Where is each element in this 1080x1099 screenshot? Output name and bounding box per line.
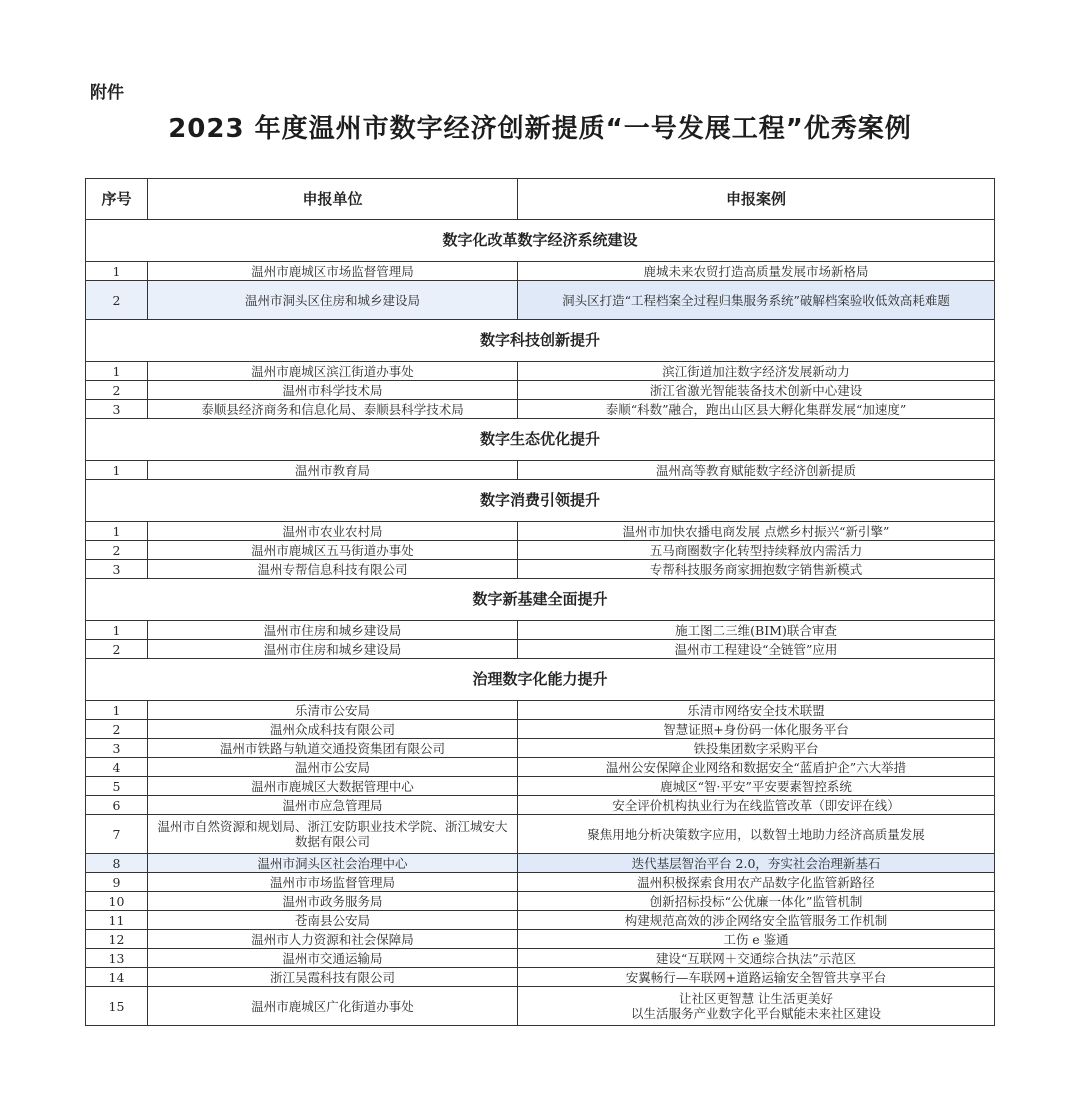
row-unit: 温州市鹿城区市场监督管理局	[148, 262, 518, 281]
table-row	[86, 381, 995, 400]
row-unit: 泰顺县经济商务和信息化局、泰顺县科学技术局	[148, 400, 518, 419]
table-row	[86, 461, 995, 480]
table-row	[86, 777, 995, 796]
table-row	[86, 262, 995, 281]
cases-table	[85, 178, 995, 1026]
row-case: 安翼畅行—车联网+道路运输安全智管共享平台	[518, 968, 995, 987]
table-row	[86, 400, 995, 419]
table-row	[86, 911, 995, 930]
row-case: 施工图二三维(BIM)联合审查	[518, 621, 995, 640]
row-case: 乐清市网络安全技术联盟	[518, 701, 995, 720]
column-header-case: 申报案例	[518, 179, 995, 220]
row-number: 1	[86, 262, 148, 281]
section-row	[86, 480, 995, 522]
table-row	[86, 640, 995, 659]
section-row	[86, 579, 995, 621]
row-case: 创新招标投标“公优廉一体化”监管机制	[518, 892, 995, 911]
table-row	[86, 758, 995, 777]
row-unit: 温州市科学技术局	[148, 381, 518, 400]
table-row	[86, 987, 995, 1026]
table-body	[86, 220, 995, 1026]
row-case: 铁投集团数字采购平台	[518, 739, 995, 758]
row-case: 浙江省激光智能装备技术创新中心建设	[518, 381, 995, 400]
section-title: 治理数字化能力提升	[86, 659, 995, 701]
row-case: 鹿城未来农贸打造高质量发展市场新格局	[518, 262, 995, 281]
row-number: 2	[86, 640, 148, 659]
table-row	[86, 930, 995, 949]
row-unit: 温州市市场监督管理局	[148, 873, 518, 892]
table-row	[86, 892, 995, 911]
row-number: 2	[86, 541, 148, 560]
row-unit: 乐清市公安局	[148, 701, 518, 720]
section-row	[86, 320, 995, 362]
row-unit: 温州市应急管理局	[148, 796, 518, 815]
row-number: 3	[86, 400, 148, 419]
table-row	[86, 720, 995, 739]
table-row	[86, 560, 995, 579]
row-case: 建设“互联网＋交通综合执法”示范区	[518, 949, 995, 968]
table-row	[86, 739, 995, 758]
row-number: 11	[86, 911, 148, 930]
table-row	[86, 281, 995, 320]
row-number: 8	[86, 854, 148, 873]
row-case: 滨江街道加注数字经济发展新动力	[518, 362, 995, 381]
row-unit: 温州市洞头区社会治理中心	[148, 854, 518, 873]
row-number: 1	[86, 621, 148, 640]
table-row	[86, 796, 995, 815]
row-unit: 温州专帮信息科技有限公司	[148, 560, 518, 579]
row-number: 5	[86, 777, 148, 796]
row-case: 泰顺“科数”融合，跑出山区县大孵化集群发展“加速度”	[518, 400, 995, 419]
row-number: 1	[86, 522, 148, 541]
row-unit: 温州众成科技有限公司	[148, 720, 518, 739]
table-row	[86, 701, 995, 720]
row-number: 1	[86, 461, 148, 480]
row-case: 洞头区打造“工程档案全过程归集服务系统”破解档案验收低效高耗难题	[518, 281, 995, 320]
row-unit: 温州市鹿城区滨江街道办事处	[148, 362, 518, 381]
section-title: 数字科技创新提升	[86, 320, 995, 362]
column-header-no: 序号	[86, 179, 148, 220]
row-unit: 温州市农业农村局	[148, 522, 518, 541]
row-number: 7	[86, 815, 148, 854]
table-row	[86, 854, 995, 873]
section-title: 数字新基建全面提升	[86, 579, 995, 621]
table-header-row	[86, 179, 995, 220]
row-case: 专帮科技服务商家拥抱数字销售新模式	[518, 560, 995, 579]
row-unit: 温州市鹿城区广化街道办事处	[148, 987, 518, 1026]
row-case: 聚焦用地分析决策数字应用，以数智土地助力经济高质量发展	[518, 815, 995, 854]
row-case: 温州积极探索食用农产品数字化监管新路径	[518, 873, 995, 892]
table-row	[86, 522, 995, 541]
row-unit: 温州市交通运输局	[148, 949, 518, 968]
row-unit: 温州市教育局	[148, 461, 518, 480]
section-row	[86, 419, 995, 461]
row-number: 10	[86, 892, 148, 911]
row-unit: 温州市洞头区住房和城乡建设局	[148, 281, 518, 320]
row-case: 迭代基层智治平台 2.0，夯实社会治理新基石	[518, 854, 995, 873]
row-unit: 温州市铁路与轨道交通投资集团有限公司	[148, 739, 518, 758]
section-title: 数字消费引领提升	[86, 480, 995, 522]
row-number: 4	[86, 758, 148, 777]
table-row	[86, 815, 995, 854]
section-row	[86, 659, 995, 701]
table-row	[86, 621, 995, 640]
row-unit: 浙江吴霞科技有限公司	[148, 968, 518, 987]
row-case: 智慧证照+身份码一体化服务平台	[518, 720, 995, 739]
row-number: 6	[86, 796, 148, 815]
row-unit: 温州市鹿城区大数据管理中心	[148, 777, 518, 796]
attachment-label: 附件	[90, 83, 124, 103]
row-number: 1	[86, 362, 148, 381]
row-case: 温州市加快农播电商发展 点燃乡村振兴“新引擎”	[518, 522, 995, 541]
row-unit: 温州市政务服务局	[148, 892, 518, 911]
row-unit: 温州市人力资源和社会保障局	[148, 930, 518, 949]
row-unit: 苍南县公安局	[148, 911, 518, 930]
row-case: 让社区更智慧 让生活更美好 以生活服务产业数字化平台赋能未来社区建设	[518, 987, 995, 1026]
row-number: 1	[86, 701, 148, 720]
row-number: 2	[86, 720, 148, 739]
row-case: 工伤 e 鉴通	[518, 930, 995, 949]
row-case: 构建规范高效的涉企网络安全监管服务工作机制	[518, 911, 995, 930]
row-number: 2	[86, 281, 148, 320]
row-case: 温州高等教育赋能数字经济创新提质	[518, 461, 995, 480]
table-row	[86, 873, 995, 892]
row-number: 13	[86, 949, 148, 968]
row-number: 12	[86, 930, 148, 949]
row-number: 9	[86, 873, 148, 892]
section-row	[86, 220, 995, 262]
row-number: 14	[86, 968, 148, 987]
table-row	[86, 968, 995, 987]
row-case: 温州市工程建设“全链管”应用	[518, 640, 995, 659]
section-title: 数字化改革数字经济系统建设	[86, 220, 995, 262]
row-unit: 温州市鹿城区五马街道办事处	[148, 541, 518, 560]
row-number: 2	[86, 381, 148, 400]
table-row	[86, 541, 995, 560]
table-row	[86, 362, 995, 381]
row-unit: 温州市住房和城乡建设局	[148, 621, 518, 640]
row-case: 鹿城区“智·平安”平安要素智控系统	[518, 777, 995, 796]
row-unit: 温州市自然资源和规划局、浙江安防职业技术学院、浙江城安大数据有限公司	[148, 815, 518, 854]
row-number: 3	[86, 739, 148, 758]
row-case: 五马商圈数字化转型持续释放内需活力	[518, 541, 995, 560]
column-header-unit: 申报单位	[148, 179, 518, 220]
row-case: 安全评价机构执业行为在线监管改革（即安评在线）	[518, 796, 995, 815]
row-unit: 温州市公安局	[148, 758, 518, 777]
row-number: 15	[86, 987, 148, 1026]
section-title: 数字生态优化提升	[86, 419, 995, 461]
page-title: 2023 年度温州市数字经济创新提质“一号发展工程”优秀案例	[168, 114, 912, 144]
row-unit: 温州市住房和城乡建设局	[148, 640, 518, 659]
row-case: 温州公安保障企业网络和数据安全“蓝盾护企”六大举措	[518, 758, 995, 777]
row-number: 3	[86, 560, 148, 579]
table-row	[86, 949, 995, 968]
